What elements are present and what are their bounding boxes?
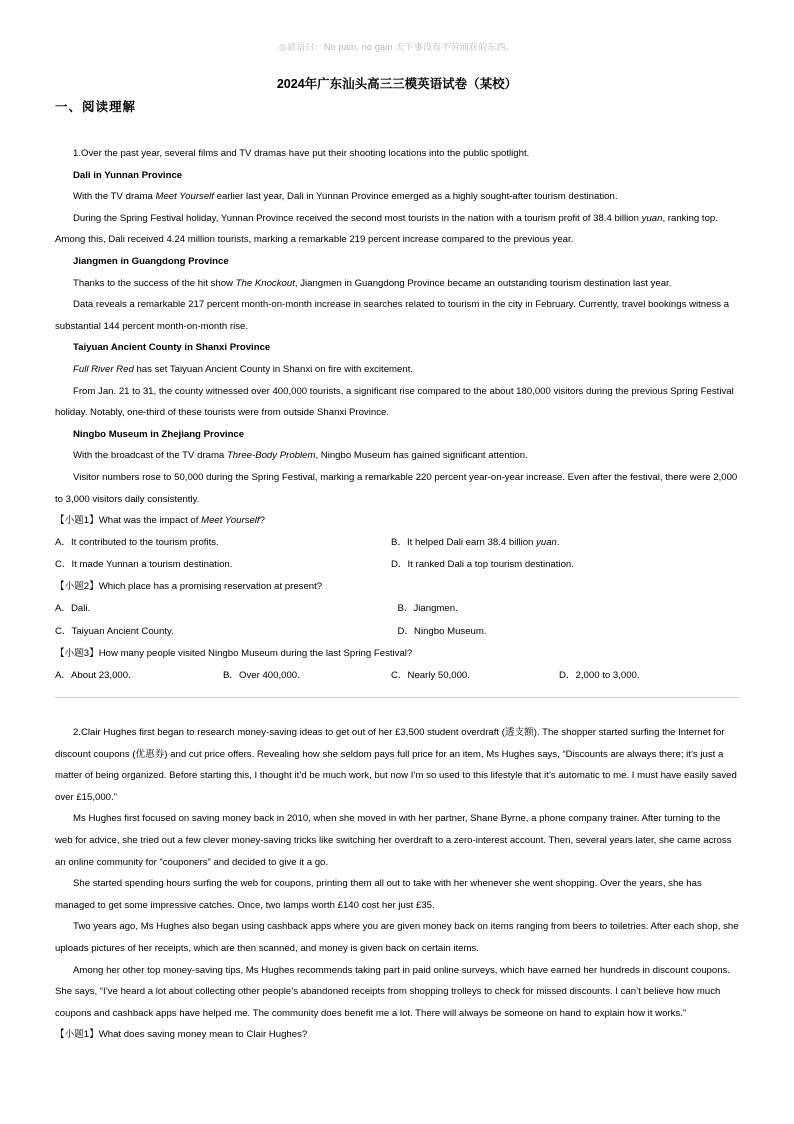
option-c[interactable]: C．Taiyuan Ancient County.	[55, 625, 174, 637]
question-2: 【小题2】Which place has a promising reservation at present?	[55, 581, 323, 593]
divider	[55, 697, 740, 698]
paragraph: Among her other top money-saving tips, Ms Hughes recommends taking part in paid online surveys, which have earned her hundreds in discount coupons. She says, “I’ve heard a lot about collecting other people’s abandoned receipts from shopping trolleys to check for missed discounts. I can’t believe how much coupons and cashback apps have helped me. The community does benefit me a lot. There will always be someone on hand to explain how it works.”	[55, 964, 731, 1019]
subheading-ningbo: Ningbo Museum in Zhejiang Province	[73, 428, 245, 440]
option-d[interactable]: D．Ningbo Museum.	[397, 625, 487, 637]
question-1: 【小题1】What was the impact of Meet Yourself?	[55, 515, 265, 527]
passage-2	[55, 722, 740, 1046]
page-title: 2024年广东汕头高三三模英语试卷（某校）	[276, 77, 518, 91]
paragraph: With the broadcast of the TV drama Three-Body Problem, Ningbo Museum has gained significant attention.	[73, 450, 528, 462]
paragraph: 2.Clair Hughes first began to research money-saving ideas to get out of her £3,500 student overdraft (透支额). The shopper started surfing the Internet for discount coupons (优惠券) and cut price offers. Revealing how she seldom pays full price for an item, Ms Hughes says, “Discounts are always there; it’s just a matter of being organized. Before starting this, I thought it’d be much work, but now I’m so used to this lifestyle that it’s automatic to me. I must have easily saved over £15,000.”	[55, 727, 737, 803]
option-b[interactable]: B．Over 400,000.	[223, 669, 300, 681]
option-d[interactable]: D．2,000 to 3,000.	[559, 669, 640, 681]
section-heading: 一、阅读理解	[55, 99, 137, 114]
paragraph: Data reveals a remarkable 217 percent month-on-month increase in searches related to tourism in the city in February. Currently, travel bookings witness a substantial 144 percent month-on-month rise.	[55, 299, 730, 332]
paragraph: She started spending hours surfing the web for coupons, printing them all out to take with her whenever she went shopping. Over the years, she has managed to get some impressive catches. Once, two lamps worth £140 cost her just £35.	[55, 878, 702, 911]
subheading-dali: Dali in Yunnan Province	[73, 169, 183, 181]
passage-1	[55, 143, 740, 687]
paragraph: Full River Red has set Taiyuan Ancient County in Shanxi on fire with excitement.	[73, 363, 414, 375]
paragraph: Ms Hughes first focused on saving money back in 2010, when she moved in with her partner, Shane Byrne, a phone company trainer. After turning to the web for advice, she tried out a few clever money-saving tricks like switching her overdraft to a zero-interest account. Then, several years later, she came across an online community for “couponers” and decided to give it a go.	[55, 813, 732, 868]
question-3-options	[55, 664, 740, 686]
paragraph: With the TV drama Meet Yourself earlier last year, Dali in Yunnan Province emerged as a highly sought-after tourism destination.	[73, 191, 618, 203]
question-1-options	[55, 554, 740, 576]
paragraph: Visitor numbers rose to 50,000 during the Spring Festival, marking a remarkable 220 percent year-on-year increase. Even after the festival, there were 2,000 to 3,000 visitors daily consistently.	[55, 471, 738, 505]
paragraph: Thanks to the success of the hit show The Knockout, Jiangmen in Guangdong Province became an outstanding tourism destination last year.	[73, 277, 672, 289]
question-2-options	[55, 620, 740, 642]
paragraph: From Jan. 21 to 31, the county witnessed over 400,000 tourists, a significant rise compared to the about 180,000 visitors during the previous Spring Festival holiday. Notably, one-third of these tourists were from outside Shanxi Province.	[55, 385, 734, 419]
question-1: 【小题1】What does saving money mean to Clair Hughes?	[55, 1029, 308, 1041]
option-b[interactable]: B．Jiangmen.	[397, 603, 458, 615]
question-2-options	[55, 598, 740, 620]
subheading-jiangmen: Jiangmen in Guangdong Province	[73, 255, 229, 267]
option-a[interactable]: A．It contributed to the tourism profits.	[55, 537, 219, 549]
option-a[interactable]: A．Dali.	[55, 603, 91, 615]
option-b[interactable]: B．It helped Dali earn 38.4 billion yuan.	[391, 537, 560, 549]
paragraph: During the Spring Festival holiday, Yunnan Province received the second most tourists in the nation with a tourism profit of 38.4 billion yuan, ranking top. Among this, Dali received 4.24 million tourists, marking a remarkable 219 percent increase compared to the previous year.	[55, 212, 718, 246]
option-a[interactable]: A．About 23,000.	[55, 669, 131, 681]
option-c[interactable]: C．Nearly 50,000.	[391, 669, 470, 681]
paragraph: Two years ago, Ms Hughes also began using cashback apps where you are given money back on items ranging from beers to toiletries. After each shop, she uploads pictures of her receipts, which are then scanned, and money is given back on certain items.	[55, 921, 739, 954]
option-c[interactable]: C．It made Yunnan a tourism destination.	[55, 559, 233, 571]
question-1-options	[55, 532, 740, 554]
header-proverb: ◎谚语曰：No pain, no gain.天下事没有不劳而获的东西。	[279, 42, 515, 52]
subheading-taiyuan: Taiyuan Ancient County in Shanxi Province	[73, 342, 271, 354]
option-d[interactable]: D．It ranked Dali a top tourism destination.	[391, 559, 574, 571]
question-3: 【小题3】How many people visited Ningbo Museum during the last Spring Festival?	[55, 647, 413, 659]
passage-intro: 1.Over the past year, several films and TV dramas have put their shooting locations into the public spotlight.	[73, 148, 530, 159]
